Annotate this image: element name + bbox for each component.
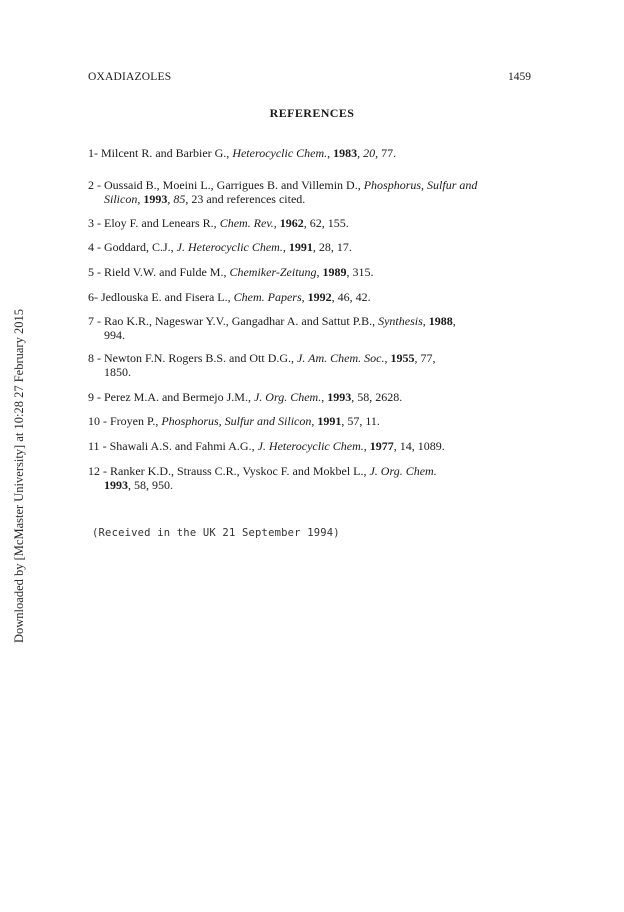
journal-name: Synthesis <box>378 314 423 328</box>
year: 1955 <box>390 351 415 365</box>
reference-item: 2 - Oussaid B., Moeini L., Garrigues B. and Villemin D., Phosphorus, Sulfur and Silicon, 1993, 85, 23 and references cited. <box>88 178 478 206</box>
journal-name: Phosphorus, Sulfur and Silicon <box>161 414 312 428</box>
reference-item: 8 - Newton F.N. Rogers B.S. and Ott D.G., J. Am. Chem. Soc., 1955, 77, 1850. <box>88 351 436 379</box>
received-note: (Received in the UK 21 September 1994) <box>92 527 340 539</box>
journal-name: J. Heterocyclic Chem. <box>257 439 364 453</box>
reference-item: 9 - Perez M.A. and Bermejo J.M., J. Org. Chem., 1993, 58, 2628. <box>88 390 403 404</box>
year: 1993 <box>104 478 128 492</box>
year: 1991 <box>317 414 342 428</box>
journal-name: J. Am. Chem. Soc. <box>297 351 385 365</box>
journal-name: J. Org. Chem. <box>369 464 437 478</box>
reference-item: 7 - Rao K.R., Nageswar Y.V., Gangadhar A. and Sattut P.B., Synthesis, 1988, 994. <box>88 314 456 342</box>
year: 1991 <box>288 240 313 254</box>
reference-item: 11 - Shawali A.S. and Fahmi A.G., J. Heterocyclic Chem., 1977, 14, 1089. <box>88 439 445 453</box>
journal-name: Heterocyclic Chem. <box>232 146 328 160</box>
section-title: REFERENCES <box>269 106 355 120</box>
journal-name: Chem. Papers <box>233 290 302 304</box>
year: 1993 <box>327 390 352 404</box>
year: 1983 <box>333 146 358 160</box>
journal-name: J. Heterocyclic Chem. <box>176 240 283 254</box>
download-notice-sidebar <box>3 263 26 643</box>
reference-item: 6- Jedlouska E. and Fisera L., Chem. Papers, 1992, 46, 42. <box>88 290 371 304</box>
journal-name: Chemiker-Zeitung <box>229 265 317 279</box>
year: 1988 <box>428 314 453 328</box>
reference-item: 10 - Froyen P., Phosphorus, Sulfur and Silicon, 1991, 57, 11. <box>88 414 380 428</box>
journal-name: J. Org. Chem. <box>253 390 322 404</box>
reference-item: 5 - Rield V.W. and Fulde M., Chemiker-Zeitung, 1989, 315. <box>88 265 374 279</box>
reference-item: 1- Milcent R. and Barbier G., Heterocyclic Chem., 1983, 20, 77. <box>88 146 397 160</box>
journal-name: Chem. Rev. <box>219 216 274 230</box>
reference-item: 3 - Eloy F. and Lenears R., Chem. Rev., 1962, 62, 155. <box>88 216 349 230</box>
journal-name: Phosphorus, Sulfur and <box>363 178 478 192</box>
running-title: OXADIAZOLES <box>88 71 172 83</box>
year: 1993 <box>143 192 168 206</box>
year: 1962 <box>279 216 304 230</box>
year: 1989 <box>322 265 347 279</box>
reference-item: 12 - Ranker K.D., Strauss C.R., Vyskoc F. and Mokbel L., J. Org. Chem. 1993, 58, 950. <box>88 464 437 492</box>
page-number: 1459 <box>508 71 531 83</box>
reference-item: 4 - Goddard, C.J., J. Heterocyclic Chem., 1991, 28, 17. <box>88 240 352 254</box>
download-notice: Downloaded by [McMaster University] at 10:28 27 February 2015 <box>12 309 26 643</box>
year: 1977 <box>369 439 394 453</box>
year: 1992 <box>307 290 332 304</box>
